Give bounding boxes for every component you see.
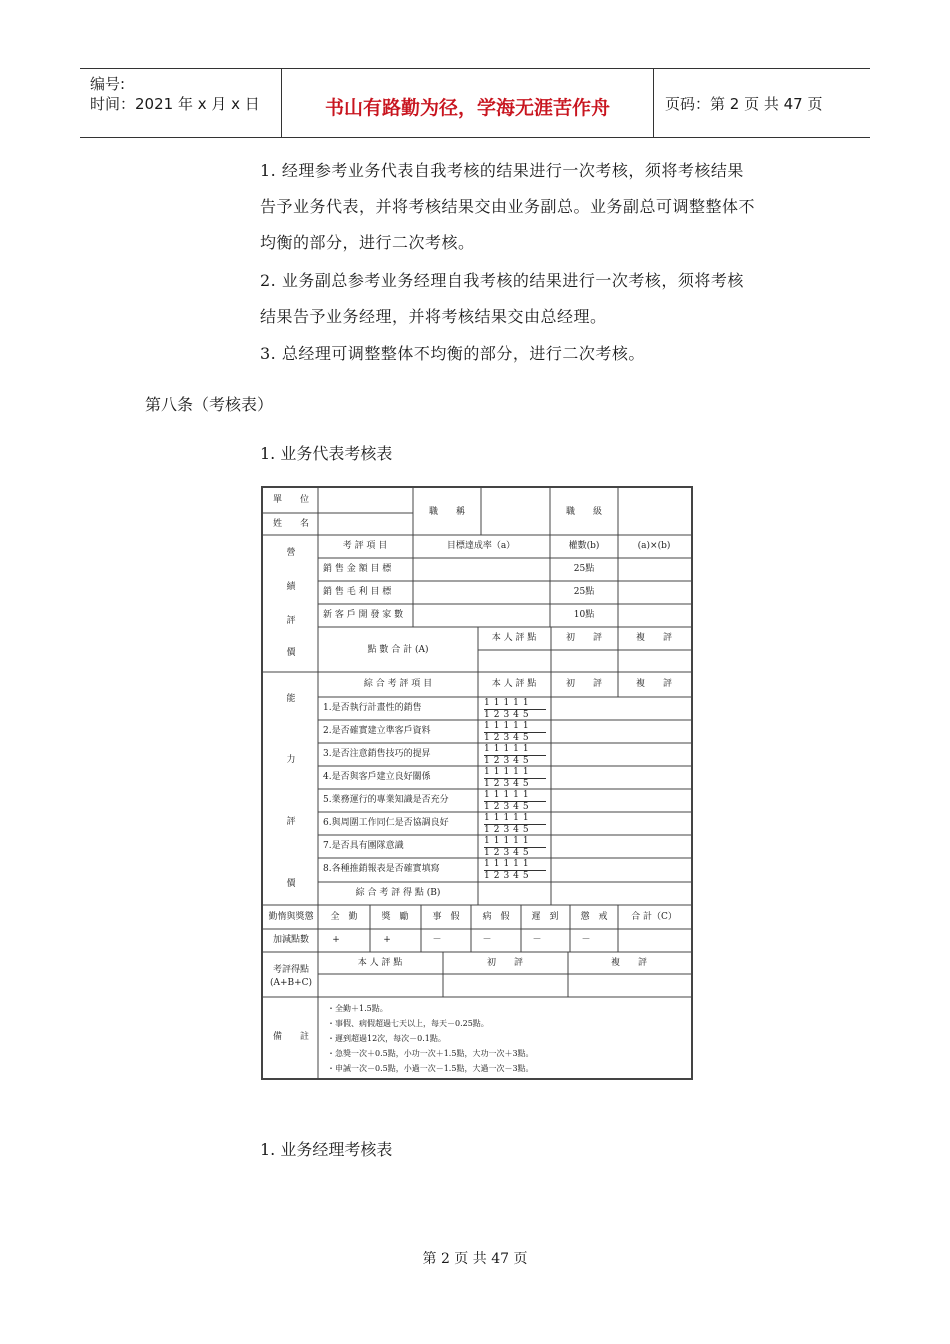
perf-item-2: 銷 售 毛 利 目 標 <box>323 587 392 597</box>
note-2: ・事假、病假超過七天以上，每天－0.25點。 <box>327 1019 489 1028</box>
unit-label: 單 位 <box>272 495 310 505</box>
sum-a-label: 點 數 合 計 (A) <box>367 645 429 655</box>
adjust-personal-leave: － <box>432 935 442 945</box>
rating-scale-6: 11111 12345 <box>484 814 554 835</box>
ability-vertical-3: 評 <box>286 817 296 827</box>
sum-b-label: 綜 合 考 評 得 點 (B) <box>355 888 441 898</box>
attendance-sick-leave: 病 假 <box>482 912 510 922</box>
rating-scale-7: 11111 12345 <box>484 837 554 858</box>
perf-item-1: 銷 售 金 額 目 標 <box>323 564 392 574</box>
perf-weight-3: 10點 <box>573 610 595 620</box>
ability-vertical-4: 價 <box>286 879 296 889</box>
first-eval-header: 初 評 <box>565 633 603 643</box>
perf-weight-1: 25點 <box>573 564 595 574</box>
rating-scale-1: 11111 12345 <box>484 699 554 720</box>
adjust-sick-leave: － <box>482 935 492 945</box>
ability-item-6: 6.與周圍工作同仁是否協調良好 <box>323 818 449 828</box>
score-self-eval-header: 本 人 評 點 <box>357 958 403 968</box>
adjust-late: － <box>532 935 542 945</box>
remark-label: 備 註 <box>272 1032 310 1042</box>
ability-vertical-1: 能 <box>286 694 296 704</box>
page-label: 页码：第 2 页 共 47 页 <box>665 95 823 113</box>
ability-first-eval-header: 初 評 <box>565 679 603 689</box>
ability-item-4: 4.是否與客戶建立良好關係 <box>323 772 431 782</box>
ability-item-5: 5.業務運行的專業知識是否充分 <box>323 795 449 805</box>
score-second-eval-header: 複 評 <box>610 958 648 968</box>
note-1: ・全勤＋1.5點。 <box>327 1004 388 1013</box>
weight-header: 權數(b) <box>568 541 600 551</box>
ability-item-7: 7.是否具有團隊意識 <box>323 841 404 851</box>
score-first-eval-header: 初 評 <box>486 958 524 968</box>
sales-rep-assessment-form <box>261 486 693 1080</box>
form-grid-lines <box>263 488 691 1078</box>
rating-scale-4: 11111 12345 <box>484 768 554 789</box>
adjust-penalty: － <box>581 935 591 945</box>
rating-scale-3: 11111 12345 <box>484 745 554 766</box>
score-label-2: (A+B+C) <box>269 978 313 988</box>
attendance-full: 全 勤 <box>330 912 358 922</box>
ability-item-8: 8.各種推銷報表是否確實填寫 <box>323 864 440 874</box>
rating-scale-8: 11111 12345 <box>484 860 554 881</box>
rate-header: 目標達成率（a） <box>446 541 516 551</box>
time-label: 时间：2021 年 x 月 x 日 <box>90 95 260 113</box>
paragraph-1: 1. 经理参考业务代表自我考核的结果进行一次考核，须将考核结果告予业务代表，并将考核结果交由业务副总。业务副总可调整整体不均衡的部分，进行二次考核。 <box>260 161 756 252</box>
attendance-personal-leave: 事 假 <box>432 912 460 922</box>
ability-vertical-2: 力 <box>286 755 296 765</box>
title-label: 職 稱 <box>428 507 466 517</box>
header-left <box>80 69 280 137</box>
paragraph-3: 3. 总经理可调整整体不均衡的部分，进行二次考核。 <box>260 344 645 363</box>
name-label: 姓 名 <box>272 519 310 529</box>
note-5: ・申誡一次－0.5點，小過一次－1.5點，大過一次－3點。 <box>327 1064 534 1073</box>
ability-item-1: 1.是否執行計畫性的銷售 <box>323 703 422 713</box>
score-label-1: 考評得點 <box>272 965 310 975</box>
ability-second-eval-header: 複 評 <box>635 679 673 689</box>
ability-item-3: 3.是否注意銷售技巧的提昇 <box>323 749 431 759</box>
rating-scale-5: 11111 12345 <box>484 791 554 812</box>
header-right <box>653 69 870 137</box>
attendance-reward: 獎 勵 <box>381 912 409 922</box>
number-label: 编号: <box>90 75 126 93</box>
perf-vertical-1: 營 <box>286 548 296 558</box>
item-header: 考 評 項 目 <box>342 541 388 551</box>
note-4: ・急獎一次＋0.5點，小功一次＋1.5點，大功一次＋3點。 <box>327 1049 534 1058</box>
subheading-sales-manager: 1. 业务经理考核表 <box>260 1140 393 1159</box>
product-header: (a)×(b) <box>637 541 671 551</box>
overall-item-header: 綜 合 考 評 項 目 <box>363 679 433 689</box>
attendance-penalty: 懲 戒 <box>580 912 608 922</box>
ability-self-eval-header: 本 人 評 點 <box>491 679 537 689</box>
motto: 书山有路勤为径，学海无涯苦作舟 <box>324 97 610 119</box>
article-heading: 第八条（考核表） <box>145 395 274 414</box>
adjust-label: 加減點數 <box>272 935 310 945</box>
perf-vertical-4: 價 <box>286 648 296 658</box>
self-eval-header: 本 人 評 點 <box>491 633 537 643</box>
page-header <box>80 68 870 138</box>
attendance-label: 勤惰與獎懲 <box>268 912 314 922</box>
header-middle <box>281 69 654 137</box>
perf-vertical-2: 績 <box>286 582 296 592</box>
adjust-reward: + <box>383 935 391 945</box>
ability-item-2: 2.是否確實建立準客戶資料 <box>323 726 431 736</box>
perf-item-3: 新 客 戶 開 發 家 數 <box>323 610 404 620</box>
perf-vertical-3: 評 <box>286 616 296 626</box>
second-eval-header: 複 評 <box>635 633 673 643</box>
total-c-label: 合 計（C） <box>631 912 677 922</box>
perf-weight-2: 25點 <box>573 587 595 597</box>
grade-label: 職 級 <box>565 507 603 517</box>
paragraph-2: 2. 业务副总参考业务经理自我考核的结果进行一次考核，须将考核结果告予业务经理，并将考核结果交由总经理。 <box>260 271 744 326</box>
subheading-sales-rep: 1. 业务代表考核表 <box>260 444 393 463</box>
page-footer: 第 2 页 共 47 页 <box>422 1251 528 1267</box>
note-3: ・遲到超過12次，每次－0.1點。 <box>327 1034 446 1043</box>
adjust-full: + <box>332 935 340 945</box>
attendance-late: 遲 到 <box>531 912 559 922</box>
rating-scale-2: 11111 12345 <box>484 722 554 743</box>
